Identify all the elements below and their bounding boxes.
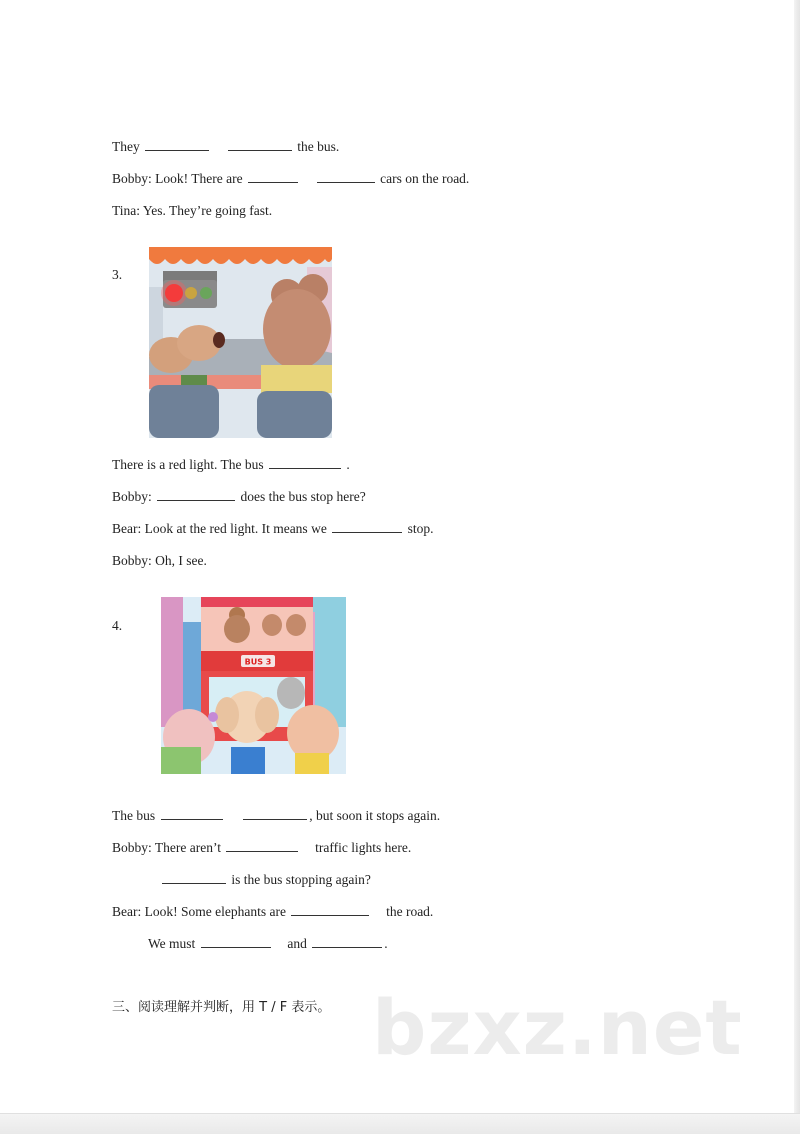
text: Bear: Look! Some elephants are	[112, 904, 286, 919]
text: and	[287, 936, 307, 951]
text: The bus	[112, 808, 156, 823]
sentence-bobby-stop	[112, 488, 366, 506]
watermark: bzxz.net	[372, 983, 743, 1072]
answer-blank[interactable]	[157, 488, 235, 501]
sentence-traffic-lights	[112, 839, 411, 857]
text: There is a red light. The bus	[112, 457, 264, 472]
page-edge-right	[794, 0, 800, 1134]
sentence-we-must	[148, 935, 388, 953]
answer-blank[interactable]	[317, 170, 375, 183]
text: .	[384, 936, 388, 951]
question-number-3: 3.	[112, 267, 123, 282]
text: We must	[148, 936, 196, 951]
bus-elephants-illustration	[161, 597, 346, 774]
answer-blank[interactable]	[201, 935, 271, 948]
answer-blank[interactable]	[228, 138, 292, 151]
text: the road.	[386, 904, 434, 919]
sentence-stopping-again	[160, 871, 371, 889]
text: is the bus stopping again?	[231, 872, 371, 887]
answer-blank[interactable]	[332, 520, 402, 533]
text: .	[346, 457, 350, 472]
answer-blank[interactable]	[145, 138, 209, 151]
text: the bus.	[297, 139, 340, 154]
text: stop.	[407, 521, 434, 536]
text: , but soon it stops again.	[309, 808, 441, 823]
bus-sign-text: BUS 3	[244, 657, 272, 667]
answer-blank[interactable]	[269, 456, 341, 469]
sentence-bobby-cars	[112, 170, 469, 188]
sentence-tina: Tina: Yes. They’re going fast.	[112, 203, 273, 218]
text: Bobby:	[112, 489, 152, 504]
page-edge-bottom	[0, 1113, 800, 1134]
question-number-4: 4.	[112, 618, 123, 633]
answer-blank[interactable]	[162, 871, 226, 884]
text: Bear: Look at the red light. It means we	[112, 521, 327, 536]
bus-red-light-illustration	[149, 247, 332, 438]
section-3-heading: 三、阅读理解并判断，用 T / F 表示。	[112, 1000, 331, 1015]
text: cars on the road.	[380, 171, 470, 186]
sentence-bobby-see: Bobby: Oh, I see.	[112, 553, 207, 568]
text: Bobby: There aren’t	[112, 840, 221, 855]
sentence-bear-red-light	[112, 520, 433, 538]
answer-blank[interactable]	[312, 935, 382, 948]
text: Bobby: Look! There are	[112, 171, 243, 186]
sentence-elephants	[112, 903, 433, 921]
answer-blank[interactable]	[161, 807, 223, 820]
text: does the bus stop here?	[240, 489, 366, 504]
answer-blank[interactable]	[243, 807, 307, 820]
answer-blank[interactable]	[291, 903, 369, 916]
answer-blank[interactable]	[248, 170, 298, 183]
answer-blank[interactable]	[226, 839, 298, 852]
sentence-bus-stops-again	[112, 807, 440, 825]
text: They	[112, 139, 140, 154]
text: traffic lights here.	[315, 840, 412, 855]
sentence-they-bus	[112, 138, 339, 156]
sentence-red-light	[112, 456, 350, 474]
